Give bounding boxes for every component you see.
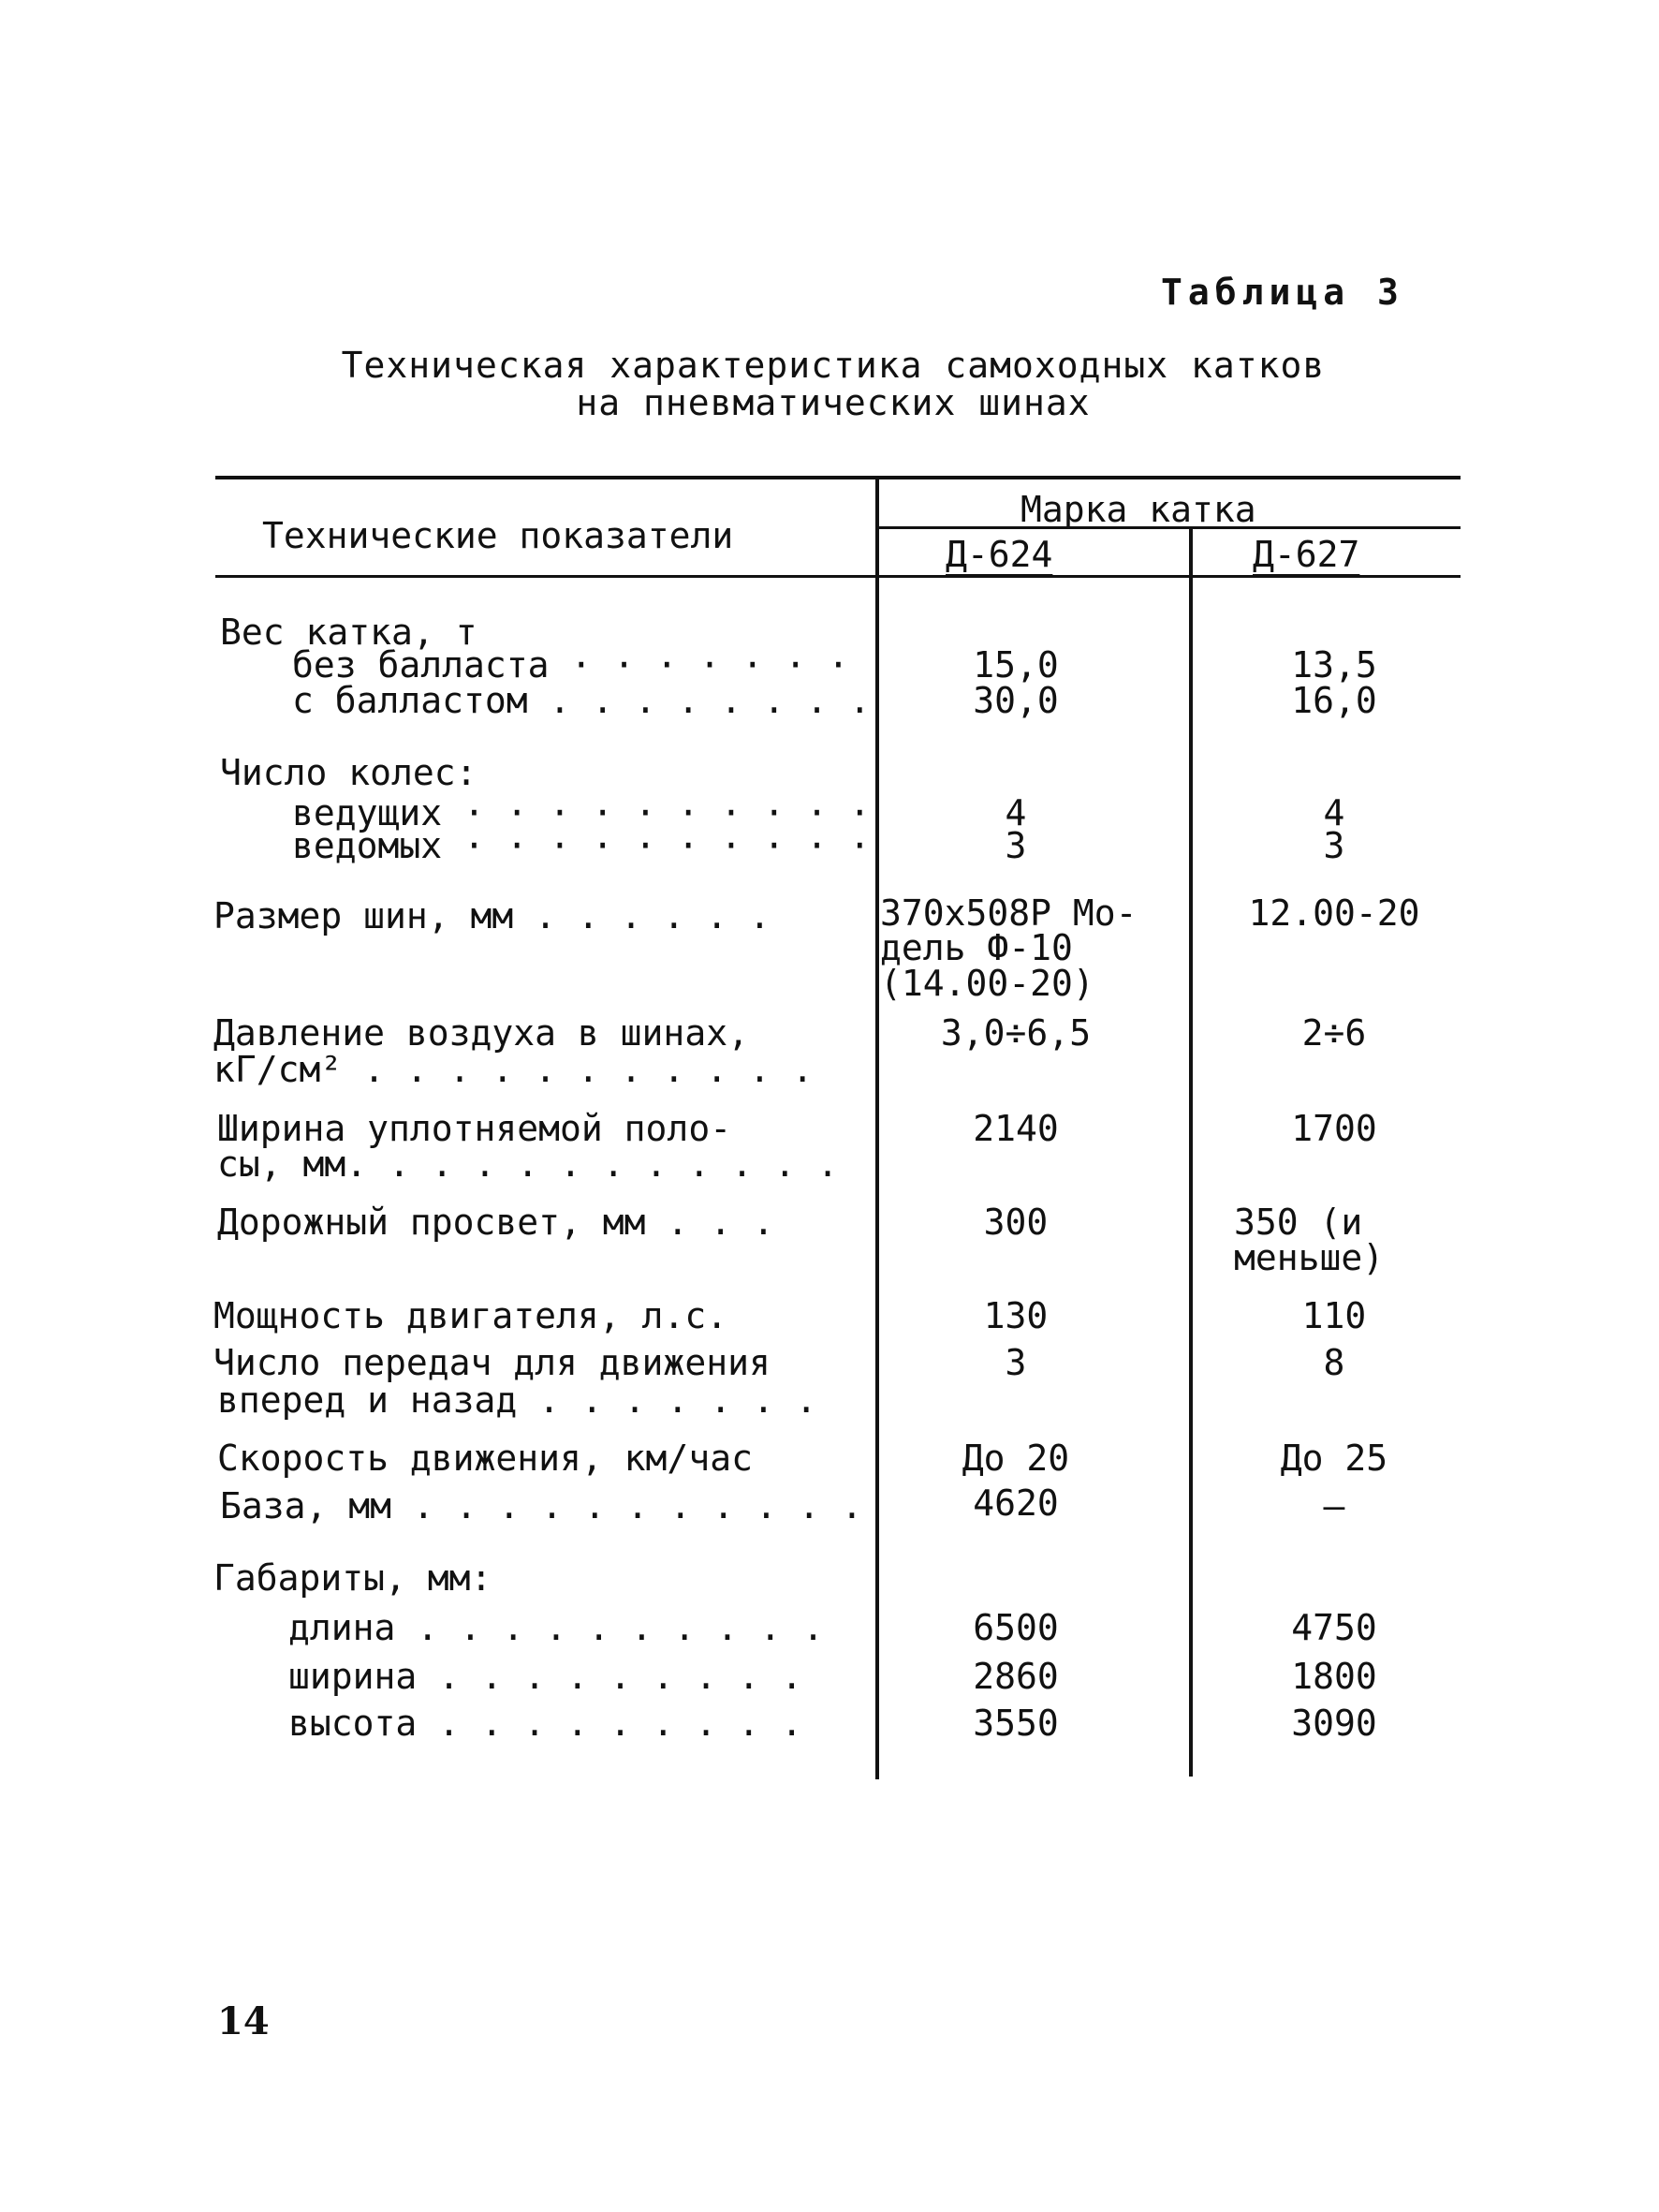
d624-dwidth: 2860	[973, 1656, 1059, 1697]
header-d627: Д-627	[1253, 534, 1360, 575]
d627-wheels-driven: 3	[1323, 825, 1345, 866]
d624-clearance: 300	[983, 1202, 1049, 1243]
d624-wheels-driven: 3	[1005, 825, 1027, 866]
column-divider-2	[1189, 526, 1193, 1777]
d624-height: 3550	[973, 1703, 1059, 1744]
row-weight-heading: Вес катка, т	[220, 612, 477, 653]
row-wheels-driven: ведомых · · · · · · · · · ·	[292, 825, 871, 866]
d624-speed: До 20	[962, 1438, 1070, 1479]
row-wheels-driving: ведущих · · · · · · · · · ·	[292, 792, 871, 833]
row-pressure-line-1: Давление воздуха в шинах,	[213, 1012, 749, 1054]
row-width-line-1: Ширина уплотняемой поло-	[217, 1108, 732, 1149]
d627-wheels-driving: 4	[1323, 792, 1345, 833]
table-title-line-1: Техническая характеристика самоходных катков	[341, 345, 1326, 386]
d627-length: 4750	[1291, 1607, 1377, 1648]
d624-base: 4620	[973, 1482, 1059, 1524]
d627-clearance-line-2: меньше)	[1234, 1237, 1385, 1278]
d624-width: 2140	[973, 1108, 1059, 1149]
d627-weight-no-ballast: 13,5	[1291, 644, 1377, 686]
row-power: Мощность двигателя, л.с.	[213, 1295, 728, 1336]
d627-clearance-line-1: 350 (и	[1234, 1202, 1363, 1243]
row-weight-with-ballast: с балластом . . . . . . . .	[292, 680, 871, 721]
header-indicators: Технические показатели	[262, 515, 734, 556]
row-width-line-2: сы, мм. . . . . . . . . . . .	[217, 1143, 839, 1185]
d624-pressure: 3,0÷6,5	[940, 1012, 1092, 1054]
row-weight-no-ballast: без балласта · · · · · · ·	[292, 644, 849, 686]
d627-tire: 12.00-20	[1248, 892, 1420, 934]
d624-tire-line-2: дель Ф-10	[880, 927, 1073, 968]
page-number: 14	[217, 1999, 270, 2043]
row-dims-width: ширина . . . . . . . . .	[288, 1656, 803, 1697]
d624-tire-line-1: 370x508P Мо-	[880, 892, 1138, 934]
d624-length: 6500	[973, 1607, 1059, 1648]
table-top-rule	[215, 476, 1461, 479]
row-pressure-line-2: кГ/см² . . . . . . . . . . .	[213, 1049, 814, 1090]
d624-weight-no-ballast: 15,0	[973, 644, 1059, 686]
d624-tire-line-3: (14.00-20)	[880, 963, 1094, 1004]
d627-power: 110	[1301, 1295, 1367, 1336]
table-title-line-2: на пневматических шинах	[576, 382, 1091, 423]
d627-width: 1700	[1291, 1108, 1377, 1149]
row-dims-length: длина . . . . . . . . . .	[288, 1607, 824, 1648]
header-bottom-rule	[215, 575, 1461, 578]
row-dims-heading: Габариты, мм:	[213, 1557, 492, 1599]
row-base: База, мм . . . . . . . . . . .	[220, 1485, 863, 1526]
d627-dwidth: 1800	[1291, 1656, 1377, 1697]
d624-weight-with-ballast: 30,0	[973, 680, 1059, 721]
header-d624: Д-624	[946, 534, 1053, 575]
row-gears-line-1: Число передач для движения	[213, 1342, 771, 1383]
header-model-group: Марка катка	[1020, 489, 1256, 530]
d627-base: –	[1323, 1485, 1345, 1526]
row-wheels-heading: Число колес:	[220, 752, 477, 793]
row-tire-size: Размер шин, мм . . . . . .	[213, 895, 771, 936]
row-dims-height: высота . . . . . . . . .	[288, 1703, 803, 1744]
d624-wheels-driving: 4	[1005, 792, 1027, 833]
row-clearance: Дорожный просвет, мм . . .	[217, 1202, 774, 1243]
table-label: Таблица 3	[1161, 272, 1404, 313]
d624-power: 130	[983, 1295, 1049, 1336]
d627-height: 3090	[1291, 1703, 1377, 1744]
d627-gears: 8	[1323, 1342, 1345, 1383]
d627-pressure: 2÷6	[1301, 1012, 1367, 1054]
row-gears-line-2: вперед и назад . . . . . . .	[217, 1379, 817, 1421]
d627-weight-with-ballast: 16,0	[1291, 680, 1377, 721]
row-speed: Скорость движения, км/час	[217, 1438, 753, 1479]
d624-gears: 3	[1005, 1342, 1027, 1383]
d627-speed: До 25	[1280, 1438, 1388, 1479]
